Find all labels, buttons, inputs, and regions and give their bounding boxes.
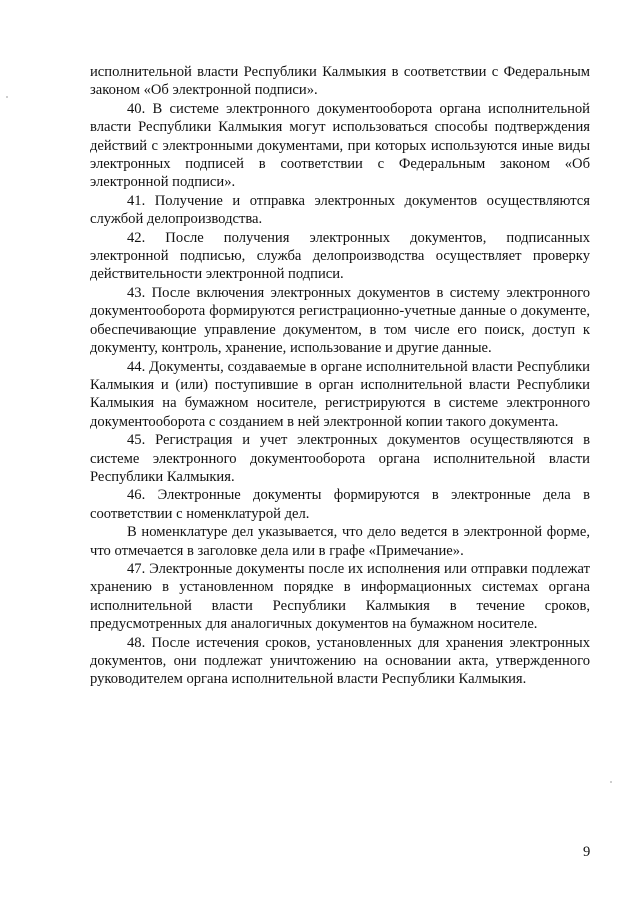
paragraph-item-47: 47. Электронные документы после их исполнения или отправки подлежат хранению в установленном порядке в информационных системах органа исполнительной власти Республики Калмыкия в течение сроков, предусмотренных для аналогичных документов на бумажном носителе. bbox=[90, 560, 590, 633]
paragraph-item-45: 45. Регистрация и учет электронных документов осуществляются в системе электронного документооборота органа исполнительной власти Республики Калмыкия. bbox=[90, 432, 590, 485]
page-number: 9 bbox=[583, 844, 591, 860]
paragraph-item-46: 46. Электронные документы формируются в электронные дела в соответствии с номенклатурой дел. bbox=[90, 487, 590, 522]
paragraph-item-46-note: В номенклатуре дел указывается, что дело ведется в электронной форме, что отмечается в заголовке дела или в графе «Примечание». bbox=[90, 524, 590, 559]
paragraph-item-44: 44. Документы, создаваемые в органе исполнительной власти Республики Калмыкия и (или) поступившие в орган исполнительной власти Республики Калмыкия на бумажном носителе, регистрируются в системе электронного документооборота с созданием в ней электронной копии такого документа. bbox=[90, 358, 590, 430]
paragraph-item-42: 42. После получения электронных документов, подписанных электронной подписью, служба делопроизводства осуществляет проверку действительности электронной подписи. bbox=[90, 229, 590, 283]
scan-speck bbox=[610, 781, 612, 783]
paragraph-item-40: 40. В системе электронного документооборота органа исполнительной власти Республики Калмыкия могут использоваться способы подтверждения действий с электронными документами, при которых используются иные виды электронных подписей в соответствии с Федеральным законом «Об электронной подписи». bbox=[90, 100, 590, 191]
document-body bbox=[90, 63, 590, 689]
paragraph-item-43: 43. После включения электронных документов в систему электронного документооборота формируются регистрационно-учетные данные о документе, обеспечивающие управление документом, в том числе его поиск, доступ к документу, контроль, хранение, использование и другие данные. bbox=[90, 284, 590, 357]
paragraph-item-41: 41. Получение и отправка электронных документов осуществляются службой делопроизводства. bbox=[90, 192, 590, 228]
paragraph-item-48: 48. После истечения сроков, установленных для хранения электронных документов, они подлежат уничтожению на основании акта, утвержденного руководителем органа исполнительной власти Республики Калмыкия. bbox=[90, 634, 590, 688]
scan-speck bbox=[6, 96, 8, 98]
paragraph-continuation: исполнительной власти Республики Калмыкия в соответствии с Федеральным законом «Об электронной подписи». bbox=[90, 64, 590, 99]
